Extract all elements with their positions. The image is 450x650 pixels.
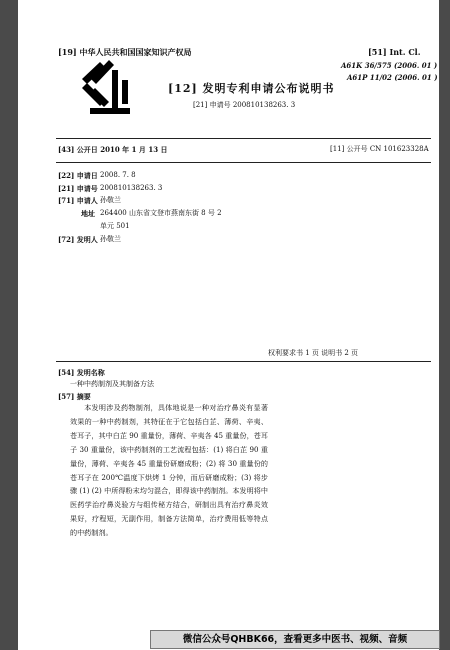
patent-office-emblem-icon [78, 58, 138, 118]
ipc-classification-2: A61P 11/02 (2006. 01 ) [347, 73, 438, 82]
abstract-label: [57] 摘要 [58, 392, 91, 401]
divider [56, 162, 431, 163]
inventor-name: 孙敬兰 [100, 235, 121, 243]
address-line-1: 264400 山东省文登市燕南东街 8 号 2 [100, 209, 222, 217]
publication-number: [11] 公开号 CN 101623328A [330, 145, 429, 153]
wechat-promo-banner: 微信公众号QHBK66，查看更多中医书、视频、音频 [150, 630, 440, 649]
ipc-label: [51] Int. Cl. [368, 47, 421, 57]
publication-date: [43] 公开日 2010 年 1 月 13 日 [58, 145, 168, 154]
filing-date: 2008. 7. 8 [100, 171, 136, 179]
inventor-label: [72] 发明人 [58, 235, 98, 244]
page-count-info: 权利要求书 1 页 说明书 2 页 [268, 349, 359, 357]
applicant-name: 孙敬兰 [100, 196, 121, 204]
invention-title: 一种中药制剂及其制备方法 [70, 380, 154, 388]
application-number-label: [21] 申请号 [58, 184, 98, 193]
divider [56, 361, 431, 362]
application-number: 200810138263. 3 [100, 184, 163, 192]
abstract-text: 本发明涉及药物制剂，具体地说是一种对治疗鼻炎有显著效果的一种中药制剂，其特征在于它包括白芷、薄荷、辛夷、苍耳子，其中白芷 90 重量份，薄荷、辛夷各 45 重量份，苍耳子 30 重量份，该中药制剂的工艺流程包括：(1) 将白芷 90 重量份，薄荷、辛夷各 45 重量份研磨成粉；(2) 将 30 重量份的苍耳子在 200℃温度下烘烤 1 分钟，而后研磨成粉；(3) 将步骤 (1) (2) 中所得粉末均匀混合，即得该中药制剂。本发明将中医药学治疗鼻炎验方与组传秘方结合，研制出具有治疗鼻炎效果好，疗程短，无副作用，制备方法简单，治疗费用低等特点的中药制剂。 [70, 403, 268, 538]
ipc-classification-1: A61K 36/575 (2006. 01 ) [341, 61, 438, 70]
address-label: 地址 [81, 209, 95, 218]
invention-title-label: [54] 发明名称 [58, 368, 105, 377]
divider [56, 138, 431, 139]
address-line-2: 单元 501 [100, 222, 130, 230]
filing-date-label: [22] 申请日 [58, 171, 98, 180]
applicant-label: [71] 申请人 [58, 196, 98, 205]
document-type-title: [12] 发明专利申请公布说明书 [168, 82, 335, 95]
authority-label: [19] 中华人民共和国国家知识产权局 [58, 47, 192, 57]
application-number-header: [21] 申请号 200810138263. 3 [193, 101, 296, 109]
patent-page [18, 0, 439, 650]
